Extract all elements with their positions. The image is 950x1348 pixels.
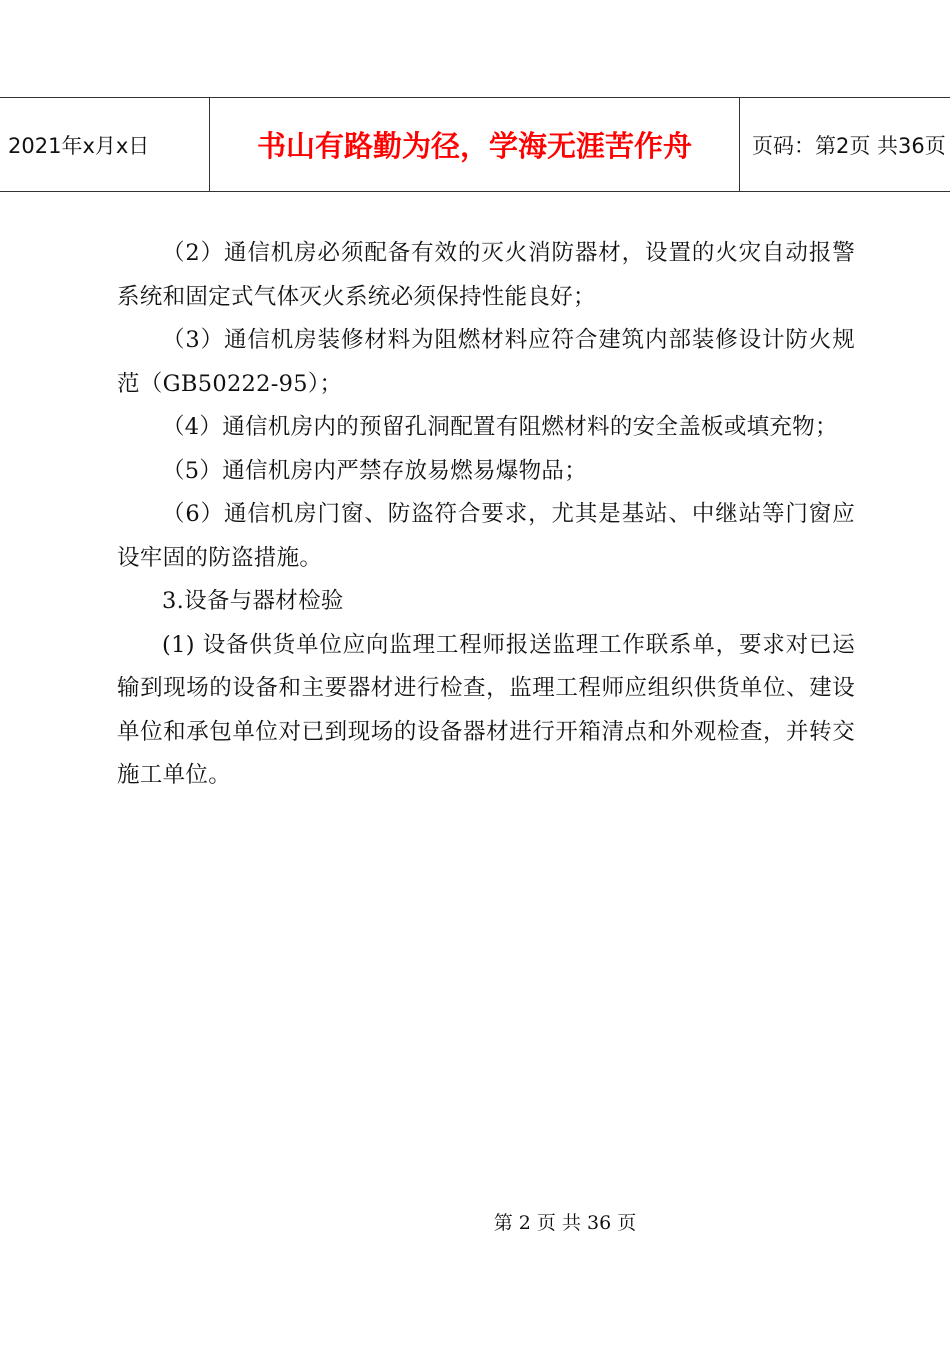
paragraph-item-3: （3）通信机房装修材料为阻燃材料应符合建筑内部装修设计防火规范（GB50222-95）； — [117, 327, 855, 397]
document-body — [117, 232, 855, 798]
header-date: 2021年x月x日 — [0, 98, 210, 191]
paragraph-inspection-1: (1) 设备供货单位应向监理工程师报送监理工作联系单，要求对已运输到现场的设备和主要器材进行检查，监理工程师应组织供货单位、建设单位和承包单位对已到现场的设备器材进行开箱清点和外观检查，并转交施工单位。 — [117, 631, 855, 788]
paragraph-item-2: （2）通信机房必须配备有效的灭火消防器材，设置的火灾自动报警系统和固定式气体灭火系统必须保持性能良好； — [117, 240, 855, 310]
paragraph-item-4: （4）通信机房内的预留孔洞配置有阻燃材料的安全盖板或填充物； — [162, 414, 838, 440]
header-page-info: 页码：第2页 共36页 — [752, 133, 946, 158]
paragraph-item-5: （5）通信机房内严禁存放易燃易爆物品； — [162, 457, 588, 484]
page-header — [0, 97, 950, 192]
section-heading: 3.设备与器材检验 — [162, 588, 344, 614]
page-footer: 第 2 页 共 36 页 — [493, 1212, 637, 1234]
header-motto: 书山有路勤为径，学海无涯苦作舟 — [210, 98, 740, 191]
paragraph-item-6: （6）通信机房门窗、防盗符合要求，尤其是基站、中继站等门窗应设牢固的防盗措施。 — [117, 501, 855, 571]
